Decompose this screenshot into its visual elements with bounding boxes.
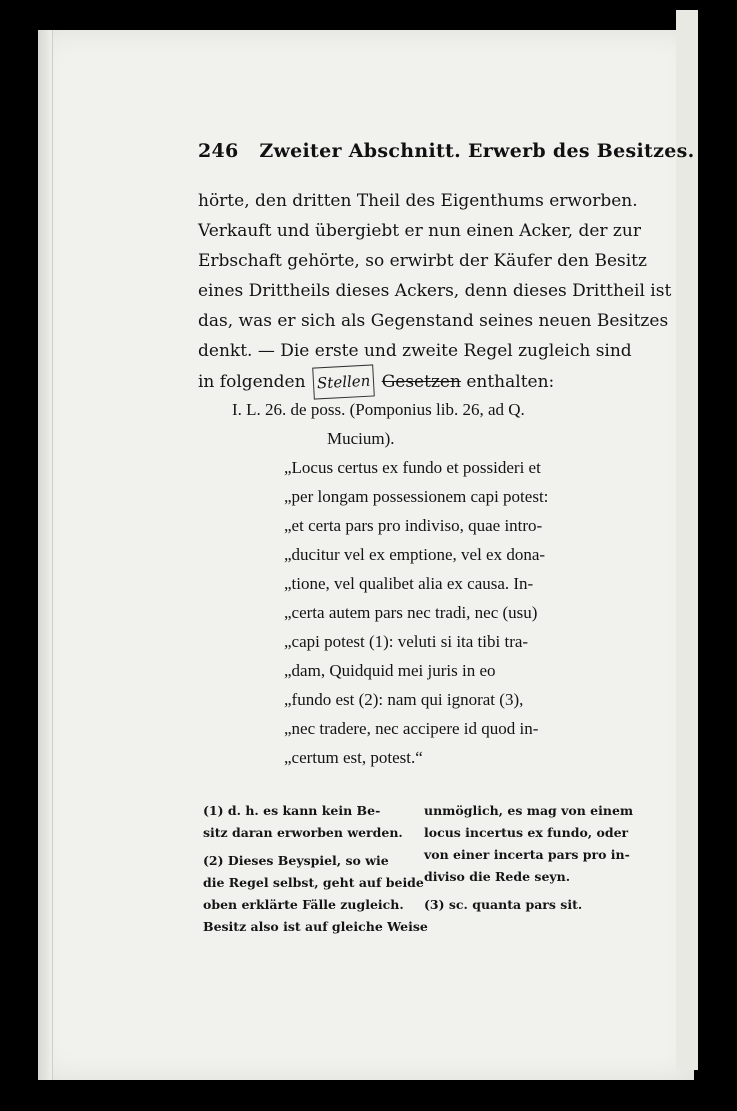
latin-citation-block xyxy=(232,395,632,772)
text-line: hörte, den dritten Theil des Eigenthums erworben. xyxy=(198,191,638,211)
quote-line: „capi potest (1): veluti si ita tibi tra- xyxy=(284,632,529,651)
quote-line: „Locus certus ex fundo et possideri et xyxy=(284,458,541,477)
text-line: denkt. — Die erste und zweite Regel zugleich sind xyxy=(198,341,632,361)
footnote-line: (2) Dieses Beyspiel, so wie xyxy=(203,853,389,868)
text-fragment: in folgenden xyxy=(198,372,306,392)
running-title: Zweiter Abschnitt. Erwerb des Besitzes. xyxy=(259,140,695,162)
text-fragment: enthalten: xyxy=(466,372,555,392)
quote-line: „tione, vel qualibet alia ex causa. In- xyxy=(284,574,534,593)
text-line: das, was er sich als Gegenstand seines neuen Besitzes xyxy=(198,311,669,331)
quote-line: „et certa pars pro indiviso, quae intro- xyxy=(284,516,543,535)
quote-line: „per longam possessionem capi potest: xyxy=(284,487,549,506)
footnote-line: unmöglich, es mag von einem xyxy=(424,803,634,818)
quote-line: „fundo est (2): nam qui ignorat (3), xyxy=(284,690,524,709)
quote-line: „certum est, potest.“ xyxy=(284,748,423,767)
footnote-line: von einer incerta pars pro in- xyxy=(424,847,630,862)
page-gutter xyxy=(38,30,53,1080)
footnote-line: (3) sc. quanta pars sit. xyxy=(424,897,583,912)
footnote-line: locus incertus ex fundo, oder xyxy=(424,825,629,840)
citation-line: I. L. 26. de poss. (Pomponius lib. 26, ad Q. xyxy=(232,400,525,419)
citation-continuation: Mucium). xyxy=(327,429,395,448)
footnotes-left-column xyxy=(203,800,428,938)
quote-line: „certa autem pars nec tradi, nec (usu) xyxy=(284,603,538,622)
text-line: Erbschaft gehörte, so erwirbt der Käufer den Besitz xyxy=(198,251,647,271)
handwritten-correction: Stellen xyxy=(312,364,375,399)
text-line: eines Drittheils dieses Ackers, denn dieses Drittheil ist xyxy=(198,281,672,301)
footnote-line: die Regel selbst, geht auf beide xyxy=(203,875,424,890)
footnote-line: sitz daran erworben werden. xyxy=(203,825,403,840)
running-header xyxy=(198,140,695,162)
page-number: 246 xyxy=(198,140,239,162)
page-right-edge xyxy=(676,10,698,1070)
footnote-line: (1) d. h. es kann kein Be- xyxy=(203,803,381,818)
text-line: Verkauft und übergiebt er nun einen Acker, der zur xyxy=(198,221,641,241)
text-line-last xyxy=(198,366,618,398)
footnotes-right-column xyxy=(424,800,634,916)
struck-word: Gesetzen xyxy=(381,372,461,392)
footnote-line: oben erklärte Fälle zugleich. xyxy=(203,897,404,912)
quote-line: „dam, Quidquid mei juris in eo xyxy=(284,661,496,680)
quote-line: „ducitur vel ex emptione, vel ex dona- xyxy=(284,545,546,564)
quote-line: „nec tradere, nec accipere id quod in- xyxy=(284,719,539,738)
footnote-line: Besitz also ist auf gleiche Weise xyxy=(203,919,428,934)
footnote-line: diviso die Rede seyn. xyxy=(424,869,571,884)
main-text xyxy=(198,186,672,398)
